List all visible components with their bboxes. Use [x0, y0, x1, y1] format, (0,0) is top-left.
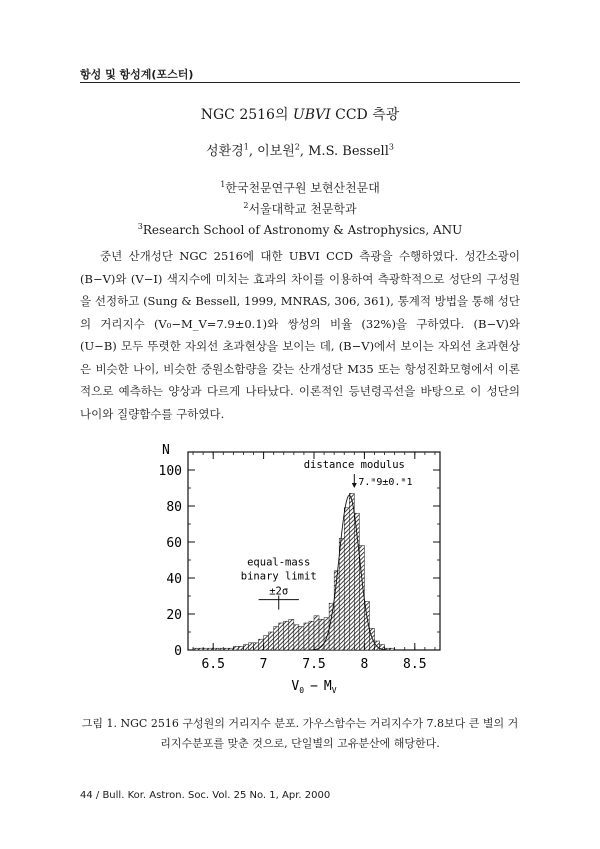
histogram-bar	[390, 648, 395, 650]
figure-1	[140, 432, 460, 702]
author-1-sup: 1	[243, 142, 249, 152]
histogram-bar	[248, 643, 253, 650]
histogram-bar	[304, 623, 309, 650]
author-1: 성환경	[206, 144, 244, 159]
x-label-subv: V	[331, 686, 337, 695]
histogram-bar	[254, 643, 259, 650]
y-tick-label: 20	[166, 608, 182, 623]
y-tick-label: 80	[166, 500, 182, 515]
affiliation-list	[0, 178, 600, 241]
histogram-bar	[203, 648, 208, 650]
binary-limit-sigma: ±2σ	[269, 585, 289, 598]
x-tick-label: 6.5	[201, 657, 225, 672]
histogram-bar	[259, 639, 264, 650]
x-tick-label: 7.5	[302, 657, 326, 672]
abstract-text: 중년 산개성단 NGC 2516에 대한 UBVI CCD 측광을 수행하였다. 성간소광이 (B−V)와 (V−I) 색지수에 미치는 효과의 차이를 이용하여 측광학적으로 성단의 구성원을 선정하고 (Sung & Bessell, 1999, MNRAS, 306, 361), 통계적 방법을 통해 성단의 거리지수 (V₀−M_V=7.9±0.1)와 쌍성의 비율 (32%)을 구하였다. (B−V)와 (U−B) 모두 뚜렷한 자외선 초과현상을 보이는 데, (B−V)에서 보이는 자외선 초과현상은 비슷한 나이, 비슷한 중원소함량을 갖는 산개성단 M35 또는 항성진화모형에서 이론적으로 예측하는 양상과 다르게 나타났다. 이론적인 등년령곡선을 바탕으로 이 성단의 나이와 질량함수를 구하였다.	[80, 249, 520, 421]
affiliation-2-sup: 2	[243, 201, 249, 210]
x-tick-label: 8	[360, 657, 369, 672]
distance-modulus-value: 7.ᵐ9±0.ᵐ1	[358, 477, 413, 488]
author-2: 이보원	[257, 144, 295, 159]
histogram-bar	[299, 627, 304, 650]
histogram-bar	[233, 646, 238, 650]
y-tick-label: 40	[166, 572, 182, 587]
histogram-bar	[374, 641, 379, 650]
histogram-bar	[269, 632, 274, 650]
affiliation-3	[0, 220, 600, 241]
histogram-bar	[223, 648, 228, 650]
histogram-bar	[284, 621, 289, 650]
x-label-minus: −	[310, 679, 318, 694]
affiliation-2-text: 서울대학교 천문학과	[248, 202, 357, 216]
x-label-m: M	[323, 679, 332, 694]
histogram-bar	[339, 538, 344, 650]
affiliation-1-text: 한국천문연구원 보현산천문대	[225, 181, 380, 195]
x-axis-label	[291, 679, 336, 695]
histogram-bar	[264, 636, 269, 650]
author-3-sup: 3	[388, 142, 394, 152]
y-tick-label: 0	[174, 644, 182, 659]
affiliation-1	[0, 178, 600, 199]
histogram-bar	[294, 625, 299, 650]
histogram-bar	[289, 619, 294, 650]
y-tick-label: 100	[158, 464, 182, 479]
histogram-bar	[238, 646, 243, 650]
author-2-sup: 2	[294, 142, 300, 152]
paper-title	[0, 104, 600, 124]
title-pre: NGC 2516의	[200, 107, 293, 123]
histogram-bar	[228, 648, 233, 650]
figure-caption: 그림 1. NGC 2516 구성원의 거리지수 분포. 가우스함수는 거리지수가 7.8보다 큰 별의 거리지수분포를 맞춘 것으로, 단일별의 고유분산에 해당한다.	[81, 717, 519, 750]
histogram-bar	[349, 493, 354, 650]
histogram-bar	[319, 619, 324, 650]
histogram-bar	[218, 648, 223, 650]
y-axis-label: N	[162, 443, 170, 458]
histogram-bar	[274, 627, 279, 650]
title-italic: UBVI	[292, 107, 331, 123]
histogram-bar	[324, 618, 329, 650]
binary-limit-label-2: binary limit	[240, 570, 317, 583]
title-post: CCD 측광	[330, 107, 400, 123]
abstract	[80, 245, 520, 425]
histogram-chart	[140, 432, 460, 702]
affiliation-2	[0, 199, 600, 220]
affiliation-3-text: Research School of Astronomy & Astrophysics, ANU	[142, 223, 463, 237]
histogram-bar	[314, 616, 319, 650]
histogram-bar	[208, 648, 213, 650]
histogram-bar	[279, 623, 284, 650]
author-3: M.S. Bessell	[308, 144, 389, 159]
histogram-bar	[309, 621, 314, 650]
x-tick-label: 7	[259, 657, 268, 672]
page-footer: 44 / Bull. Kor. Astron. Soc. Vol. 25 No. 1, Apr. 2000	[80, 790, 331, 801]
histogram-bar	[198, 648, 203, 650]
x-label-sub0: 0	[299, 686, 305, 695]
histogram-bar	[344, 508, 349, 650]
affiliation-3-sup: 3	[137, 222, 143, 231]
y-tick-label: 60	[166, 536, 182, 551]
distance-arrow-head	[352, 483, 357, 488]
affiliation-1-sup: 1	[220, 180, 226, 189]
distance-modulus-label: distance modulus	[303, 459, 405, 471]
x-tick-label: 8.5	[403, 657, 427, 672]
author-list: 성환경$^1$, 이보원$^2$, M.S. Bessell$^3$	[206, 142, 394, 159]
histogram-bar	[213, 648, 218, 650]
header-rule	[80, 82, 520, 83]
running-head: 항성 및 항성계(포스터)	[80, 68, 194, 81]
x-label-v: V	[291, 679, 300, 694]
binary-limit-label-1: equal-mass	[247, 556, 311, 569]
histogram-bar	[243, 645, 248, 650]
